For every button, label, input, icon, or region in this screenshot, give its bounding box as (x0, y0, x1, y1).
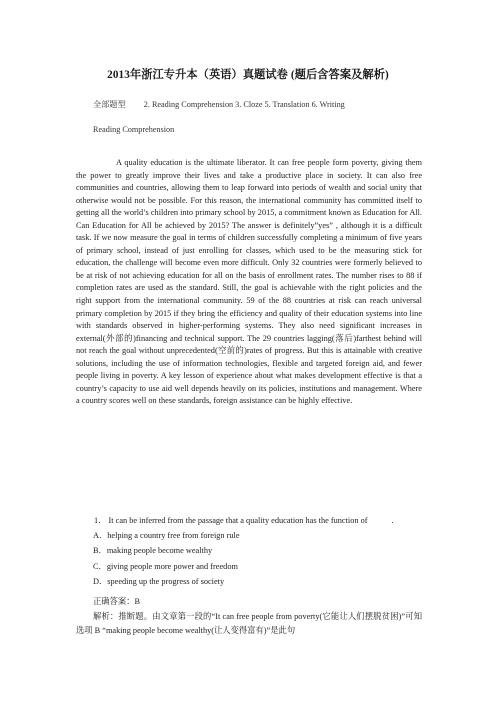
question-types-label: 全部题型 (93, 100, 126, 109)
option-d: D．speeding up the progress of society (93, 576, 225, 586)
question-number: 1． (94, 516, 107, 525)
option-b: B．making people become wealthy (93, 546, 213, 556)
option-c: C．giving people more power and freedom (93, 561, 238, 571)
question-types-line (93, 99, 345, 110)
option-a: A．helping a country free from foreign rule (93, 531, 240, 540)
answer-analysis: 解析：推断题。由文章第一段的“It can free people from poverty(它能让人们摆脱贫困)”可知选项 B “making people become wealthy(让人变得富有)”是此句 (76, 612, 422, 635)
section-heading: Reading Comprehension (93, 125, 175, 134)
question-stem (76, 515, 422, 528)
question-text: It can be inferred from the passage that a quality education has the function of (108, 516, 368, 525)
correct-answer: 正确答案：B (93, 597, 141, 606)
document-title: 2013年浙江专升本（英语）真题试卷 (题后含答案及解析) (107, 69, 389, 81)
question-end: . (391, 516, 394, 525)
question-types-list: 2. Reading Comprehension 3. Cloze 5. Translation 6. Writing (143, 100, 345, 109)
answer-options (93, 528, 240, 589)
reading-passage: A quality education is the ultimate liberator. It can free people form poverty, giving them the power to greatly improve their lives and take a productive place in society. It can also free communities and countries, allowing them to leap forward into periods of wealth and social unity that otherwise would not be possible. For this reason, the international community has committed itself to getting all the world’s children into primary school by 2015, a commitment known as Education for All. Can Education for All be achieved by 2015? The answer is definitely”yes” , although it is a difficult task. If we now measure the goal in terms of children successfully completing a minimum of five years of primary school, instead of just enrolling for classes, which used to be the measuring stick for education, the challenge will become even more difficult. Only 32 countries were formerly believed to be at risk of not achieving education for all on the basis of enrollment rates. The number rises to 88 if completion rates are used as the standard. Still, the goal is achievable with the right policies and the right support from the international community. 59 of the 88 countries at risk can reach universal primary completion by 2015 if they bring the efficiency and quality of their education systems into line with standards observed in higher-performing systems. They also need significant increases in external(外部的)financing and technical support. The 29 countries lagging(落后)farthest behind will not reach the goal without unprecedented(空前的)rates of progress. But this is attainable with creative solutions, including the use of information technologies, flexible and targeted foreign aid, and fewer people living in poverty. A key lesson of experience about what makes development effective is that a country’s capacity to use aid well depends heavily on its policies, institutions and management. Where a country scores well on these standards, foreign assistance can be highly effective. (76, 158, 422, 406)
